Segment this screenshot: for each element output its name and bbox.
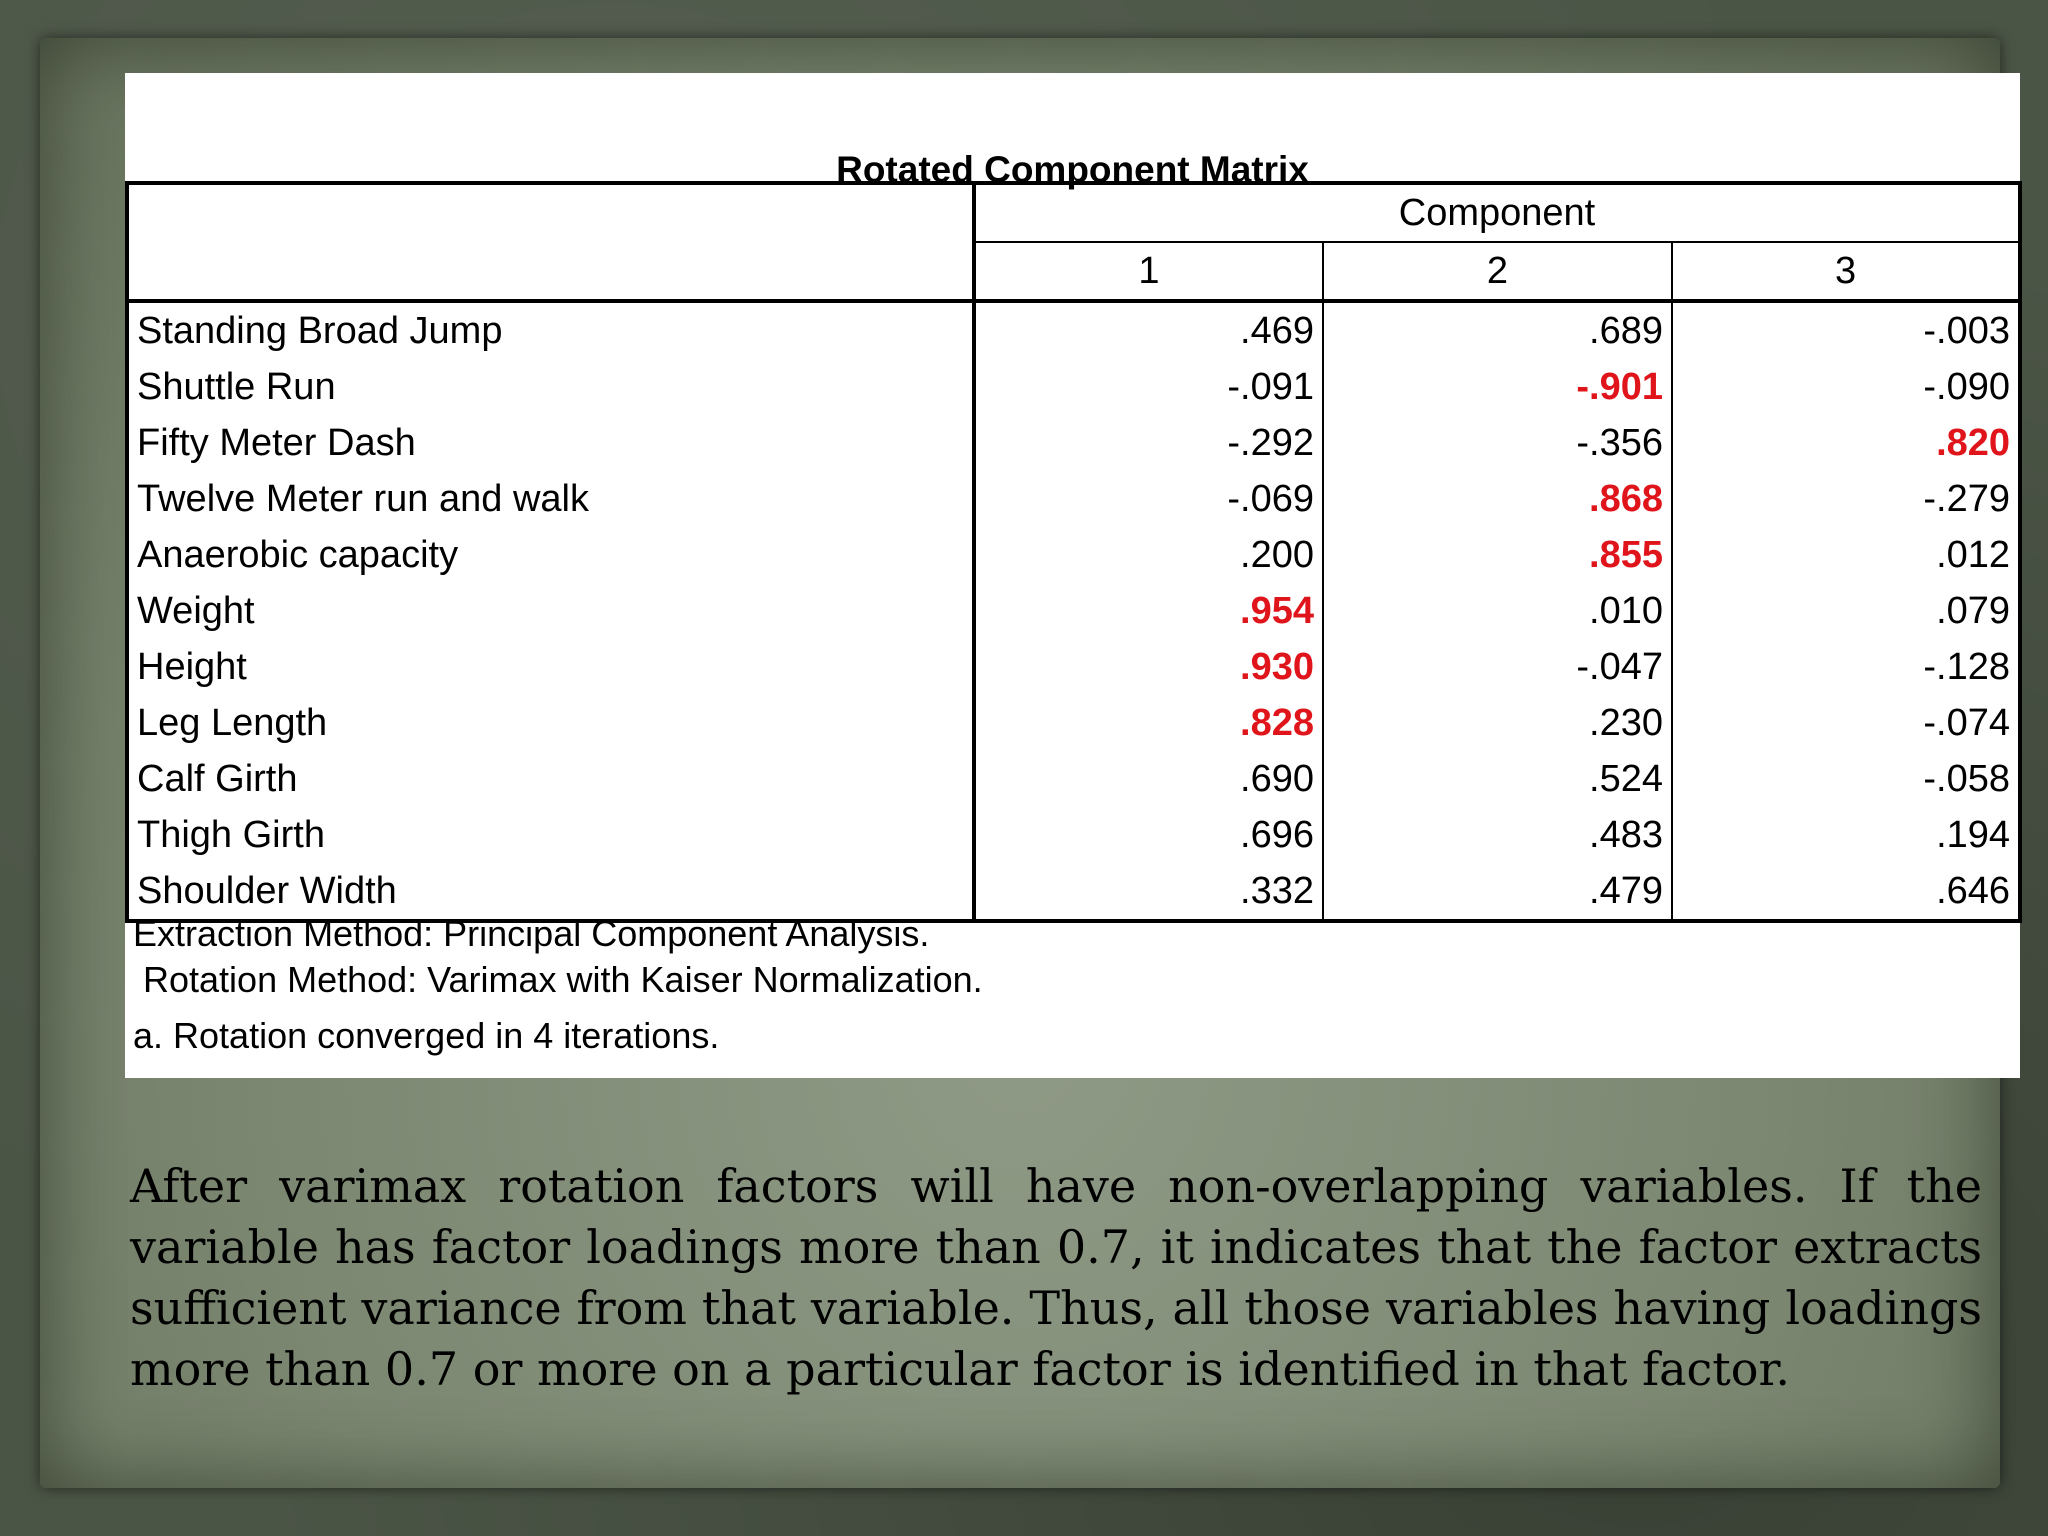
table-row	[127, 695, 2020, 751]
loading-cell-component-2: .689	[1323, 301, 1672, 359]
table-row	[127, 583, 2020, 639]
loading-cell-component-2: .230	[1323, 695, 1672, 751]
loading-cell-component-3: -.003	[1672, 301, 2020, 359]
table-row	[127, 415, 2020, 471]
loading-cell-component-1: .690	[974, 751, 1323, 807]
loading-cell-component-1: .696	[974, 807, 1323, 863]
row-label: Weight	[127, 583, 974, 639]
loading-cell-component-1: .200	[974, 527, 1323, 583]
loading-cell-component-3: -.074	[1672, 695, 2020, 751]
column-header-3: 3	[1672, 242, 2020, 301]
loading-cell-component-1: -.069	[974, 471, 1323, 527]
loading-cell-component-1: .828	[974, 695, 1323, 751]
table-row	[127, 751, 2020, 807]
loading-cell-component-2: .479	[1323, 863, 1672, 921]
loading-cell-component-2: -.356	[1323, 415, 1672, 471]
table-row	[127, 471, 2020, 527]
loading-cell-component-2: -.901	[1323, 359, 1672, 415]
row-label: Shuttle Run	[127, 359, 974, 415]
row-label: Leg Length	[127, 695, 974, 751]
row-label: Thigh Girth	[127, 807, 974, 863]
loading-cell-component-3: .079	[1672, 583, 2020, 639]
row-label: Twelve Meter run and walk	[127, 471, 974, 527]
table-row	[127, 639, 2020, 695]
loading-cell-component-3: -.090	[1672, 359, 2020, 415]
table-title: Rotated Component Matrix	[836, 149, 1309, 190]
component-matrix-panel	[125, 73, 2020, 1078]
loading-cell-component-2: .524	[1323, 751, 1672, 807]
table-footnotes	[133, 911, 983, 1059]
loading-cell-component-2: .868	[1323, 471, 1672, 527]
table-row	[127, 359, 2020, 415]
loading-cell-component-1: .930	[974, 639, 1323, 695]
loading-cell-component-1: .332	[974, 863, 1323, 921]
loading-cell-component-3: .194	[1672, 807, 2020, 863]
explanation-paragraph: After varimax rotation factors will have non-overlapping variables. If the variable has factor loadings more than 0.7, it indicates that the factor extracts sufficient variance from that variable. Thus, all those variables having loadings more than 0.7 or more on a particular factor is identified in that factor.	[130, 1159, 1982, 1396]
loading-cell-component-3: -.058	[1672, 751, 2020, 807]
loading-cell-component-1: -.292	[974, 415, 1323, 471]
table-row	[127, 301, 2020, 359]
torn-paper-background	[40, 38, 2011, 1488]
footnote-rotation: Rotation Method: Varimax with Kaiser Normalization.	[143, 959, 983, 1000]
row-label: Shoulder Width	[127, 863, 974, 921]
column-header-2: 2	[1323, 242, 1672, 301]
row-label: Calf Girth	[127, 751, 974, 807]
loading-cell-component-1: .954	[974, 583, 1323, 639]
loading-cell-component-3: .646	[1672, 863, 2020, 921]
row-label: Standing Broad Jump	[127, 301, 974, 359]
row-label: Anaerobic capacity	[127, 527, 974, 583]
loading-cell-component-3: -.279	[1672, 471, 2020, 527]
footnote-extraction: Extraction Method: Principal Component Analysis.	[133, 913, 930, 954]
rotated-component-matrix	[125, 181, 2022, 923]
footnote-converged: a. Rotation converged in 4 iterations.	[133, 1015, 720, 1056]
row-label: Fifty Meter Dash	[127, 415, 974, 471]
row-label: Height	[127, 639, 974, 695]
loading-cell-component-2: -.047	[1323, 639, 1672, 695]
loading-cell-component-3: .820	[1672, 415, 2020, 471]
loading-cell-component-2: .483	[1323, 807, 1672, 863]
header-row-component	[127, 183, 2020, 242]
loading-cell-component-3: -.128	[1672, 639, 2020, 695]
loading-cell-component-1: -.091	[974, 359, 1323, 415]
loading-cell-component-2: .010	[1323, 583, 1672, 639]
column-header-1: 1	[974, 242, 1323, 301]
header-corner-cell	[127, 183, 974, 301]
component-header: Component	[974, 183, 2020, 242]
matrix-body	[127, 301, 2020, 921]
loading-cell-component-2: .855	[1323, 527, 1672, 583]
table-row	[127, 527, 2020, 583]
table-row	[127, 807, 2020, 863]
loading-cell-component-3: .012	[1672, 527, 2020, 583]
loading-cell-component-1: .469	[974, 301, 1323, 359]
